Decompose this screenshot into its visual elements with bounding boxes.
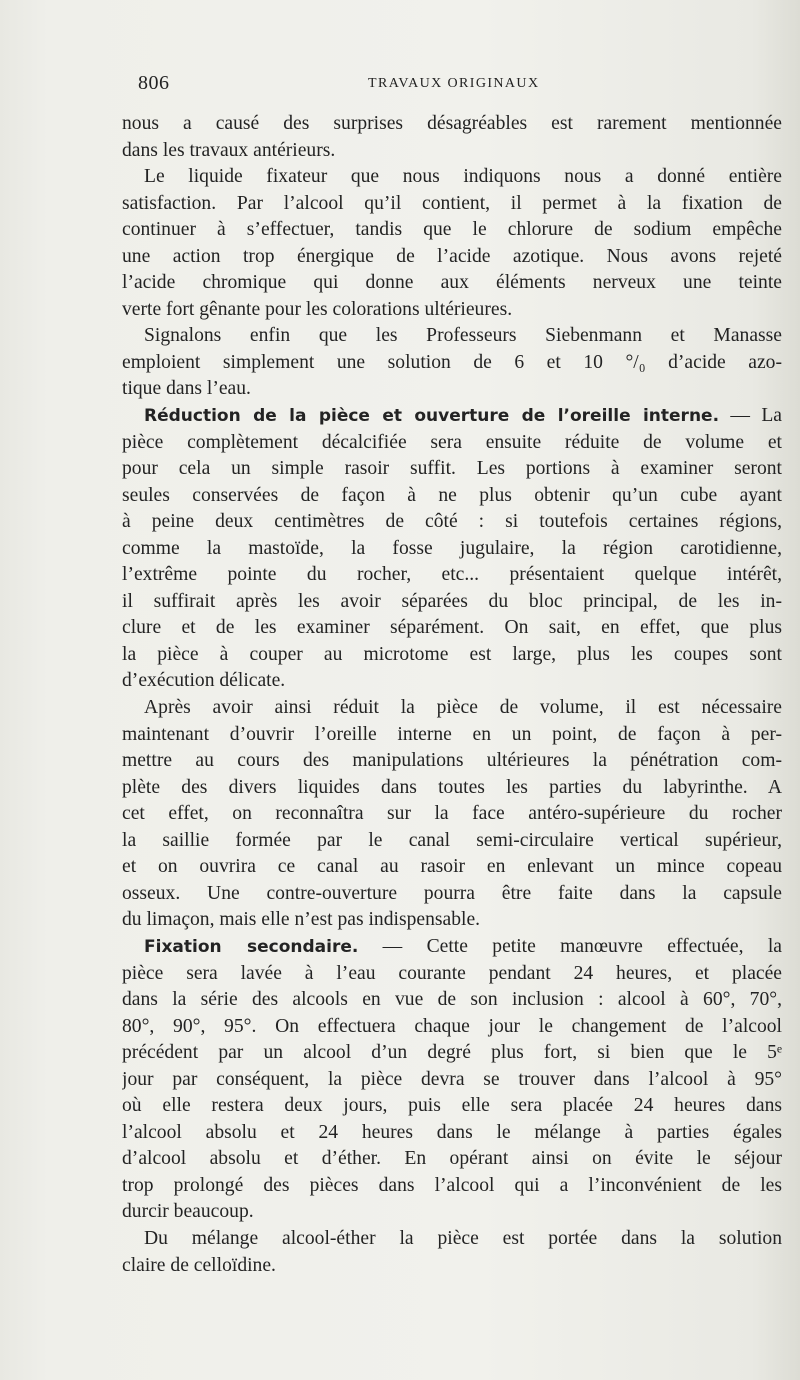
text-line: et on ouvrira ce canal au rasoir en enlevant un mince copeau [122, 856, 782, 878]
text-line: continuer à s’effectuer, tandis que le chlorure de sodium empêche [122, 219, 782, 241]
text-line: la pièce à couper au microtome est large, plus les coupes sont [122, 643, 782, 665]
text-line: verte fort gênante pour les colorations ultérieures. [122, 298, 513, 320]
paragraph [122, 695, 782, 934]
text-line: mettre au cours des manipulations ultérieures la pénétration com- [122, 750, 782, 772]
text-line: emploient simplement une solution de 6 et 10 °/₀ d’acide azo- [122, 351, 782, 373]
paragraph [122, 323, 782, 403]
text-line: Après avoir ainsi réduit la pièce de volume, il est nécessaire [144, 697, 782, 719]
text-line: plète des divers liquides dans toutes les parties du labyrinthe. A [122, 776, 782, 798]
text-line: du limaçon, mais elle n’est pas indispensable. [122, 909, 481, 931]
text-line: seules conservées de façon à ne plus obtenir qu’un cube ayant [122, 484, 782, 506]
section-heading: Fixation secondaire. [144, 936, 359, 957]
text-line [122, 403, 782, 430]
text-line: maintenant d’ouvrir l’oreille interne en un point, de façon à per- [122, 723, 782, 745]
text-line: une action trop énergique de l’acide azotique. Nous avons rejeté [122, 245, 782, 267]
paragraph [122, 934, 782, 1226]
paragraph [122, 403, 782, 695]
text-line: pour cela un simple rasoir suffit. Les portions à examiner seront [122, 458, 782, 480]
text-line: il suffirait après les avoir séparées du bloc principal, de les in- [122, 590, 782, 612]
paragraph [122, 111, 782, 164]
text-line: d’alcool absolu et d’éther. En opérant ainsi on évite le séjour [122, 1148, 782, 1170]
paragraph [122, 1226, 782, 1279]
text-line: la saillie formée par le canal semi-circulaire vertical supérieur, [122, 829, 782, 851]
text-line: comme la mastoïde, la fosse jugulaire, la région carotidienne, [122, 537, 782, 559]
text-line: pièce sera lavée à l’eau courante pendant 24 heures, et placée [122, 962, 782, 984]
text-line: l’acide chromique qui donne aux éléments nerveux une teinte [122, 272, 782, 294]
text-line: durcir beaucoup. [122, 1201, 254, 1223]
text-line: osseux. Une contre-ouverture pourra être faite dans la capsule [122, 882, 782, 904]
text-line: d’exécution délicate. [122, 670, 286, 692]
text-line: cet effet, on reconnaîtra sur la face antéro-supérieure du rocher [122, 803, 782, 825]
paragraph [122, 164, 782, 323]
text-line: claire de celloïdine. [122, 1254, 276, 1276]
text-line: l’alcool absolu et 24 heures dans le mélange à parties égales [122, 1121, 782, 1143]
text-line: clure et de les examiner séparément. On sait, en effet, que plus [122, 617, 782, 639]
text-line [122, 934, 782, 961]
text-line: où elle restera deux jours, puis elle sera placée 24 heures dans [122, 1095, 782, 1117]
page-number: 806 [138, 72, 170, 94]
text-line: tique dans l’eau. [122, 378, 251, 400]
page-header [138, 72, 658, 96]
text-line: 80°, 90°, 95°. On effectuera chaque jour le changement de l’alcool [122, 1015, 782, 1037]
text-line: Signalons enfin que les Professeurs Siebenmann et Manasse [144, 325, 782, 347]
running-head: TRAVAUX ORIGINAUX [368, 76, 540, 91]
section-heading: Réduction de la pièce et ouverture de l’oreille interne. [144, 406, 720, 427]
text-line: Du mélange alcool-éther la pièce est portée dans la solution [144, 1227, 782, 1249]
text-line: jour par conséquent, la pièce devra se trouver dans l’alcool à 95° [122, 1068, 782, 1090]
text-line: pièce complètement décalcifiée sera ensuite réduite de volume et [122, 431, 782, 453]
text-line: nous a causé des surprises désagréables est rarement mentionnée [122, 113, 782, 134]
text-line: dans les travaux antérieurs. [122, 139, 336, 161]
text-line: Le liquide fixateur que nous indiquons nous a donné entière [144, 166, 782, 188]
text-run: — La [719, 405, 782, 427]
text-line: dans la série des alcools en vue de son inclusion : alcool à 60°, 70°, [122, 989, 782, 1011]
text-line: satisfaction. Par l’alcool qu’il contient, il permet à la fixation de [122, 192, 782, 214]
text-line: à peine deux centimètres de côté : si toutefois certaines régions, [122, 511, 782, 533]
text-line: l’extrême pointe du rocher, etc... présentaient quelque intérêt, [122, 564, 782, 586]
text-line: précédent par un alcool d’un degré plus fort, si bien que le 5ᵉ [122, 1042, 782, 1064]
text-line: trop prolongé des pièces dans l’alcool qui a l’inconvénient de les [122, 1174, 782, 1196]
text-run: — Cette petite manœuvre effectuée, la [358, 935, 782, 957]
body-text [122, 111, 782, 1279]
